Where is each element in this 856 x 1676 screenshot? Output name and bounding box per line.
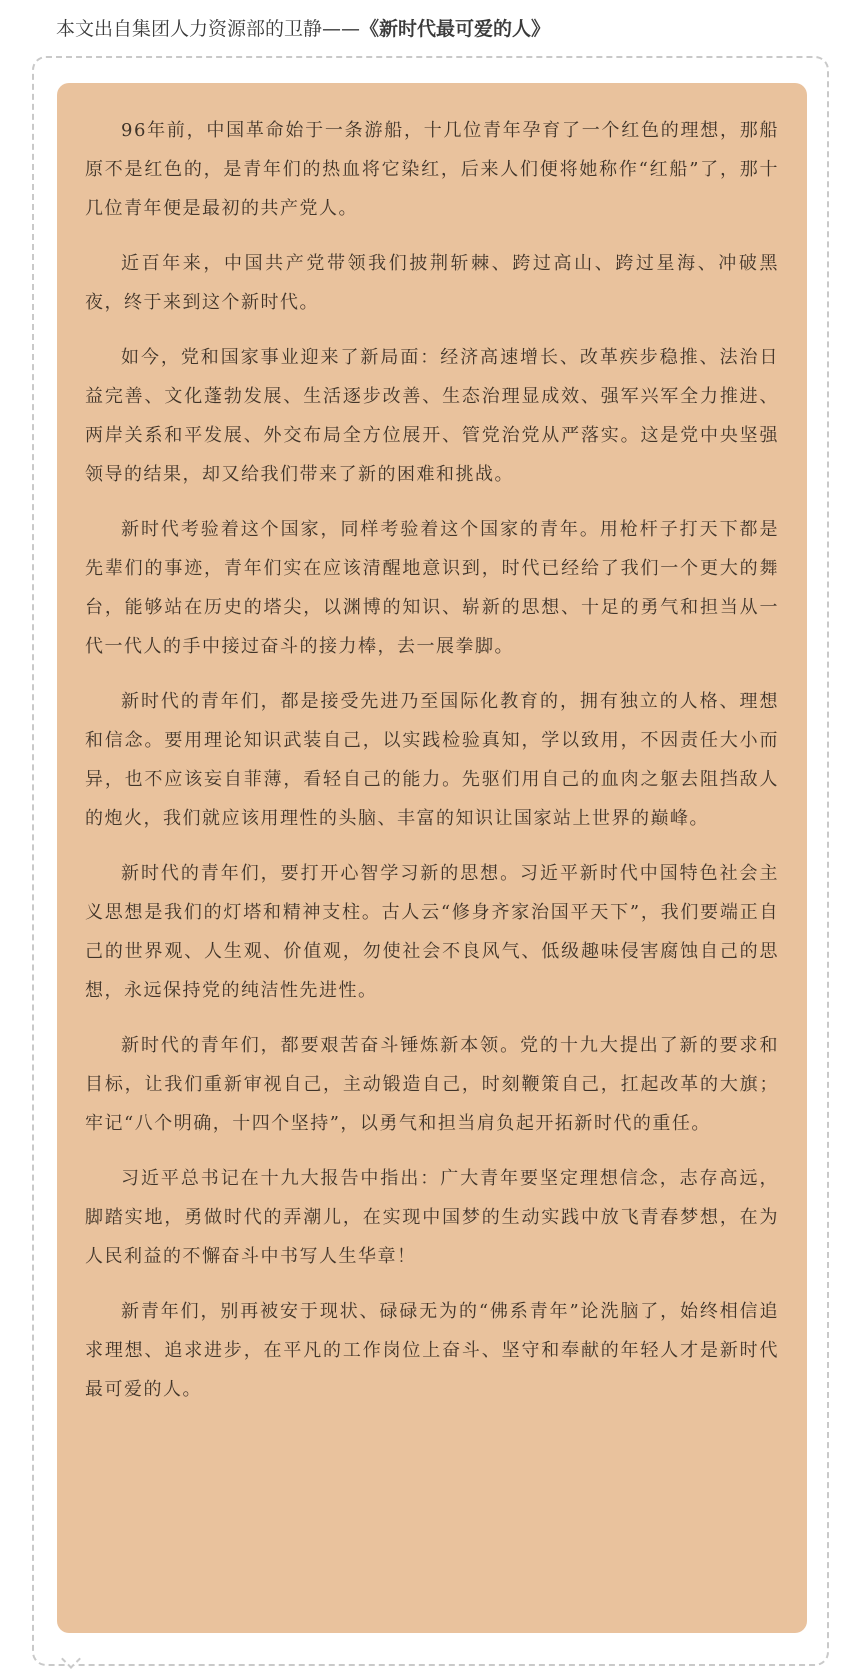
article-paragraph-4: 新时代考验着这个国家，同样考验着这个国家的青年。用枪杆子打天下都是先辈们的事迹，青年们实在应该清醒地意识到，时代已经给了我们一个更大的舞台，能够站在历史的塔尖，以渊博的知识、崭新的思想、十足的勇气和担当从一代一代人的手中接过奋斗的接力棒，去一展拳脚。 (85, 519, 779, 657)
article-paragraph-2: 近百年来，中国共产党带领我们披荆斩棘、跨过高山、跨过星海、冲破黑夜，终于来到这个新时代。 (85, 253, 779, 313)
article-paragraph-7: 新时代的青年们，都要艰苦奋斗锤炼新本领。党的十九大提出了新的要求和目标，让我们重新审视自己，主动锻造自己，时刻鞭策自己，扛起改革的大旗；牢记“八个明确，十四个坚持”，以勇气和担当肩负起开拓新时代的重任。 (85, 1035, 779, 1134)
article-card (57, 83, 807, 1633)
article-paragraph-6: 新时代的青年们，要打开心智学习新的思想。习近平新时代中国特色社会主义思想是我们的灯塔和精神支柱。古人云“修身齐家治国平天下”，我们要端正自己的世界观、人生观、价值观，勿使社会不良风气、低级趣味侵害腐蚀自己的思想，永远保持党的纯洁性先进性。 (85, 863, 779, 1001)
article-paragraph-9: 新青年们，别再被安于现状、碌碌无为的“佛系青年”论洗脑了，始终相信追求理想、追求进步，在平凡的工作岗位上奋斗、坚守和奉献的年轻人才是新时代最可爱的人。 (85, 1301, 779, 1400)
book-title: 《新时代最可爱的人》 (360, 18, 551, 40)
article-paragraph-8: 习近平总书记在十九大报告中指出：广大青年要坚定理想信念，志存高远，脚踏实地，勇做时代的弄潮儿，在实现中国梦的生动实践中放飞青春梦想，在为人民利益的不懈奋斗中书写人生华章！ (85, 1168, 779, 1267)
article-paragraph-1: 96年前，中国革命始于一条游船，十几位青年孕育了一个红色的理想，那船原不是红色的，是青年们的热血将它染红，后来人们便将她称作“红船”了，那十几位青年便是最初的共产党人。 (85, 120, 779, 219)
article-paragraph-3: 如今，党和国家事业迎来了新局面：经济高速增长、改革疾步稳推、法治日益完善、文化蓬勃发展、生活逐步改善、生态治理显成效、强军兴军全力推进、两岸关系和平发展、外交布局全方位展开、管党治党从严落实。这是党中央坚强领导的结果，却又给我们带来了新的困难和挑战。 (85, 347, 779, 485)
article-paragraph-5: 新时代的青年们，都是接受先进乃至国际化教育的，拥有独立的人格、理想和信念。要用理论知识武装自己，以实践检验真知，学以致用，不因责任大小而异，也不应该妄自菲薄，看轻自己的能力。先驱们用自己的血肉之躯去阻挡敌人的炮火，我们就应该用理性的头脑、丰富的知识让国家站上世界的巅峰。 (85, 691, 779, 829)
source-prefix: 本文出自集团人力资源部的卫静—— (56, 18, 361, 40)
article-source-line (56, 14, 550, 44)
